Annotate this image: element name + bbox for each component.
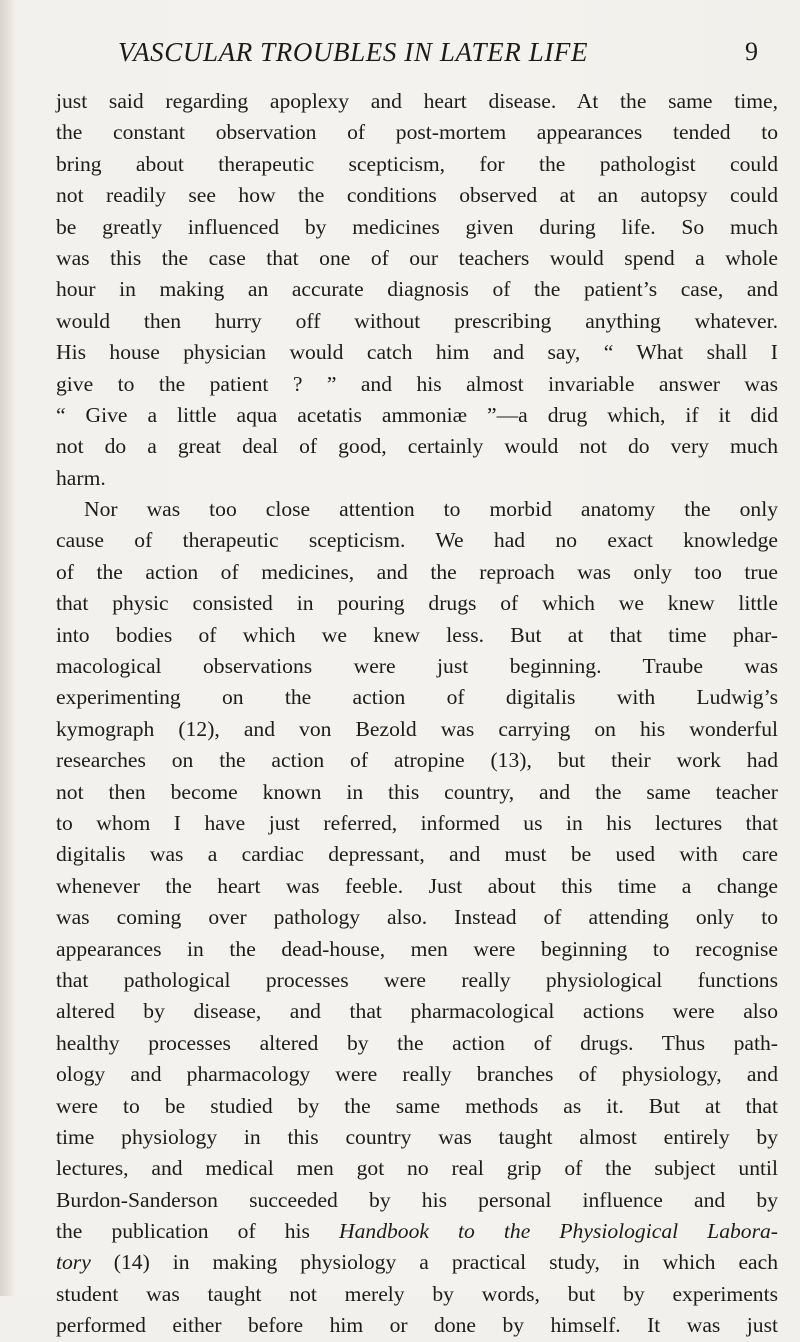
text-line: give to the patient ? ” and his almost invariable answer was bbox=[56, 371, 778, 396]
italic-title: Handbook to the Physiological Labora- bbox=[339, 1219, 778, 1244]
text-line: performed either before him or done by himself. It was just bbox=[56, 1313, 778, 1338]
text-line: not readily see how the conditions observed at an autopsy could bbox=[56, 183, 778, 208]
text-line: student was taught not merely by words, but by experiments bbox=[56, 1281, 778, 1306]
text-line: kymograph (12), and von Bezold was carrying on his wonderful bbox=[56, 716, 778, 741]
text-line: ology and pharmacology were really branches of physiology, and bbox=[56, 1062, 778, 1087]
text-line: was coming over pathology also. Instead of attending only to bbox=[56, 905, 778, 930]
text-line: His house physician would catch him and say, “ What shall I bbox=[56, 340, 778, 365]
text-segment: the publication of his bbox=[56, 1219, 340, 1244]
text-line: that physic consisted in pouring drugs of which we knew little bbox=[56, 591, 778, 616]
text-line: lectures, and medical men got no real grip of the subject until bbox=[56, 1156, 778, 1181]
text-line: into bodies of which we knew less. But at that time phar- bbox=[56, 622, 778, 647]
text-line: healthy processes altered by the action of drugs. Thus path- bbox=[56, 1030, 778, 1055]
page-gutter-shadow bbox=[0, 0, 14, 1296]
body-text bbox=[56, 86, 778, 1342]
text-segment: (14) in making physiology a practical study, in which each bbox=[90, 1250, 778, 1275]
text-line: of the action of medicines, and the reproach was only too true bbox=[56, 559, 778, 584]
text-line bbox=[56, 1247, 778, 1278]
text-line: time physiology in this country was taught almost entirely by bbox=[56, 1124, 778, 1149]
text-line: digitalis was a cardiac depressant, and must be used with care bbox=[56, 842, 778, 867]
text-line: appearances in the dead-house, men were beginning to recognise bbox=[56, 936, 778, 961]
text-line: the constant observation of post-mortem appearances tended to bbox=[56, 120, 778, 145]
text-line: Burdon-Sanderson succeeded by his personal influence and by bbox=[56, 1187, 778, 1212]
text-line: not then become known in this country, and the same teacher bbox=[56, 779, 778, 804]
text-line: just said regarding apoplexy and heart disease. At the same time, bbox=[56, 89, 778, 113]
text-line: macological observations were just beginning. Traube was bbox=[56, 654, 778, 679]
running-title: VASCULAR TROUBLES IN LATER LIFE bbox=[118, 37, 589, 67]
text-line bbox=[56, 1216, 778, 1247]
page-number: 9 bbox=[745, 37, 758, 66]
text-line: cause of therapeutic scepticism. We had no exact knowledge bbox=[56, 528, 778, 553]
text-line: would then hurry off without prescribing anything whatever. bbox=[56, 308, 778, 333]
running-head bbox=[118, 34, 758, 70]
text-line: Nor was too close attention to morbid anatomy the only bbox=[84, 497, 778, 522]
text-line: were to be studied by the same methods as it. But at that bbox=[56, 1093, 778, 1118]
text-line: researches on the action of atropine (13), but their work had bbox=[56, 748, 778, 773]
text-line: was this the case that one of our teachers would spend a whole bbox=[56, 245, 778, 270]
text-line: not do a great deal of good, certainly would not do very much bbox=[56, 434, 778, 459]
text-line: to whom I have just referred, informed us in his lectures that bbox=[56, 810, 778, 835]
text-line: hour in making an accurate diagnosis of the patient’s case, and bbox=[56, 277, 778, 302]
text-line: harm. bbox=[56, 465, 106, 490]
text-line: experimenting on the action of digitalis with Ludwig’s bbox=[56, 685, 778, 710]
text-line: be greatly influenced by medicines given during life. So much bbox=[56, 214, 778, 239]
text-line: whenever the heart was feeble. Just about this time a change bbox=[56, 873, 778, 898]
text-line: “ Give a little aqua acetatis ammoniæ ”—a drug which, if it did bbox=[56, 402, 778, 427]
text-line: that pathological processes were really physiological functions bbox=[56, 967, 778, 992]
text-line: altered by disease, and that pharmacological actions were also bbox=[56, 999, 778, 1024]
italic-title: tory bbox=[56, 1250, 91, 1275]
text-line: bring about therapeutic scepticism, for the pathologist could bbox=[56, 151, 778, 176]
